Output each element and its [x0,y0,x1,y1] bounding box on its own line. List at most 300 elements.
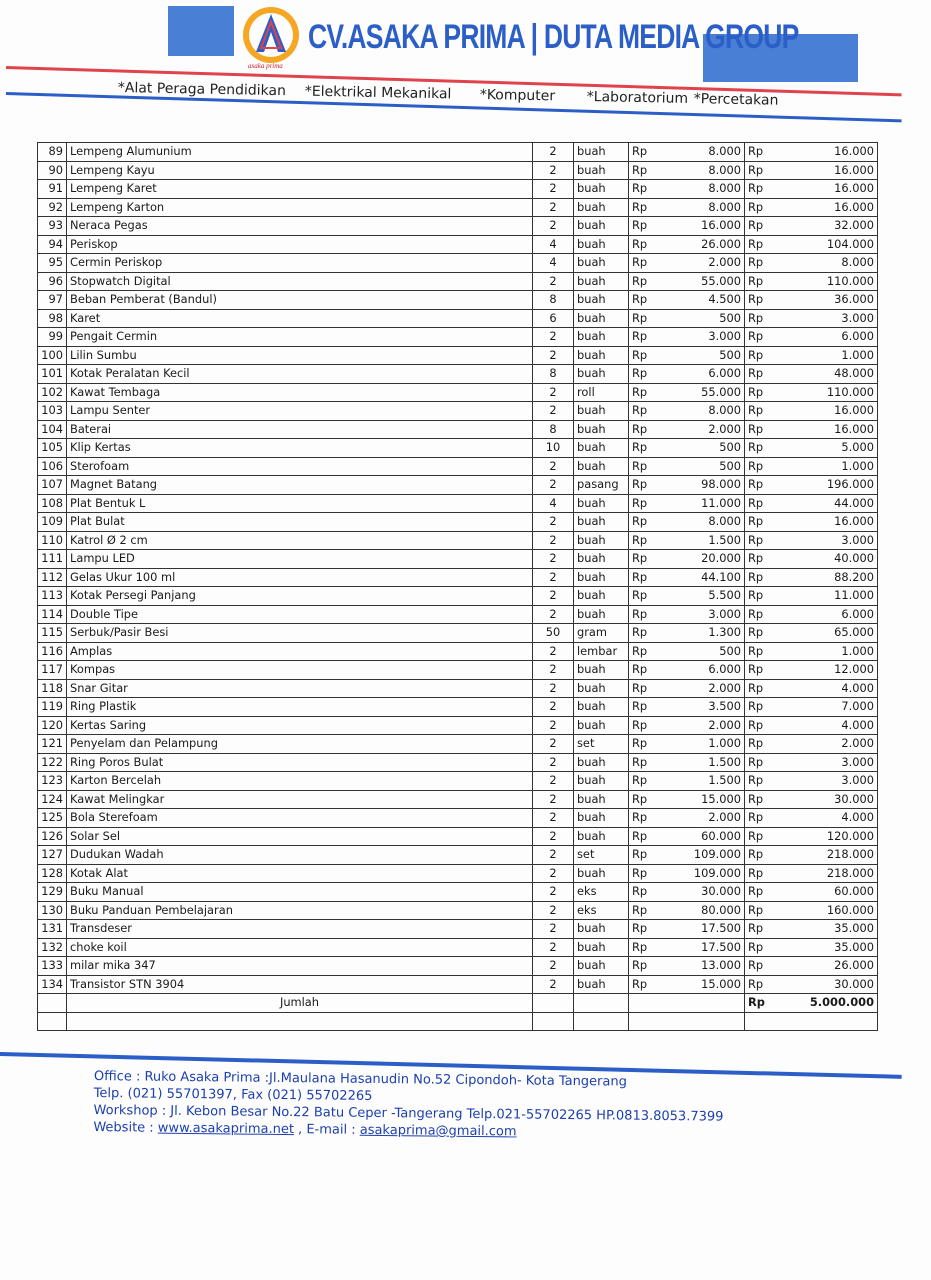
item-qty: 2 [533,661,574,680]
item-price: 2.000 [653,254,745,273]
item-name: Amplas [67,642,533,661]
price-currency: Rp [629,846,653,865]
row-number: 125 [38,809,67,828]
empty-cell [653,1012,745,1031]
price-currency: Rp [629,550,653,569]
item-name: milar mika 347 [67,957,533,976]
table-row [38,698,878,717]
row-number: 123 [38,772,67,791]
total-currency: Rp [745,494,771,513]
item-unit: buah [574,698,629,717]
row-number: 99 [38,328,67,347]
price-currency: Rp [629,161,653,180]
total-currency: Rp [745,309,771,328]
email-link[interactable]: asakaprima@gmail.com [359,1122,517,1140]
price-currency: Rp [629,661,653,680]
office-address: Office : Ruko Asaka Prima :Jl.Maulana Hasanudin No.52 Cipondoh- Kota Tangerang [93,1069,627,1090]
item-unit: buah [574,938,629,957]
row-number: 92 [38,198,67,217]
item-qty: 2 [533,513,574,532]
table-row [38,198,878,217]
item-name: Plat Bulat [67,513,533,532]
table-row [38,661,878,680]
item-qty: 2 [533,476,574,495]
company-name: CV.ASAKA PRIMA | DUTA MEDIA GROUP [308,18,799,56]
price-currency: Rp [629,587,653,606]
items-table [37,142,878,1031]
item-price: 44.100 [653,568,745,587]
item-unit: buah [574,198,629,217]
item-unit: buah [574,291,629,310]
table-row [38,735,878,754]
item-name: Beban Pemberat (Bandul) [67,291,533,310]
item-total: 48.000 [771,365,878,384]
item-name: Magnet Batang [67,476,533,495]
item-total: 16.000 [771,143,878,162]
item-unit: buah [574,217,629,236]
item-total: 2.000 [771,735,878,754]
item-name: Gelas Ukur 100 ml [67,568,533,587]
price-currency: Rp [629,402,653,421]
item-qty: 2 [533,383,574,402]
total-currency: Rp [745,772,771,791]
item-unit: buah [574,254,629,273]
item-total: 60.000 [771,883,878,902]
tagline-item: *Elektrikal Mekanikal [304,83,452,103]
row-number: 132 [38,938,67,957]
row-number: 117 [38,661,67,680]
empty-cell [533,1012,574,1031]
row-number: 116 [38,642,67,661]
item-total: 16.000 [771,420,878,439]
item-qty: 2 [533,698,574,717]
item-name: Buku Manual [67,883,533,902]
row-number: 115 [38,624,67,643]
price-currency: Rp [629,365,653,384]
item-qty: 8 [533,365,574,384]
item-unit: buah [574,531,629,550]
total-currency: Rp [745,587,771,606]
total-currency: Rp [745,957,771,976]
item-unit: buah [574,180,629,199]
total-currency: Rp [745,161,771,180]
item-unit: buah [574,661,629,680]
total-currency: Rp [745,698,771,717]
table-row [38,883,878,902]
table-row [38,624,878,643]
empty-cell [574,1012,629,1031]
total-currency: Rp [745,365,771,384]
item-qty: 2 [533,772,574,791]
item-total: 35.000 [771,920,878,939]
row-number: 114 [38,605,67,624]
item-name: Ring Plastik [67,698,533,717]
table-row [38,605,878,624]
row-number: 97 [38,291,67,310]
item-total: 30.000 [771,975,878,994]
total-currency: Rp [745,827,771,846]
item-qty: 2 [533,827,574,846]
table-row [38,291,878,310]
total-currency: Rp [745,679,771,698]
item-qty: 2 [533,328,574,347]
item-price: 6.000 [653,365,745,384]
item-total: 6.000 [771,605,878,624]
item-price: 2.000 [653,809,745,828]
telp-fax: Telp. (021) 55701397, Fax (021) 55702265 [93,1085,373,1104]
item-price: 55.000 [653,272,745,291]
table-row [38,346,878,365]
item-unit: buah [574,494,629,513]
total-currency: Rp [745,383,771,402]
item-name: Plat Bentuk L [67,494,533,513]
item-price: 15.000 [653,975,745,994]
item-qty: 2 [533,457,574,476]
item-qty: 4 [533,494,574,513]
item-price: 1.500 [653,531,745,550]
item-total: 4.000 [771,809,878,828]
price-currency: Rp [629,494,653,513]
grand-total-value: 5.000.000 [771,994,878,1013]
item-price: 6.000 [653,661,745,680]
item-price: 3.000 [653,328,745,347]
price-currency: Rp [629,143,653,162]
row-number: 118 [38,679,67,698]
row-number: 96 [38,272,67,291]
total-currency: Rp [745,920,771,939]
item-price: 8.000 [653,198,745,217]
table-row [38,180,878,199]
item-qty: 2 [533,790,574,809]
price-currency: Rp [629,790,653,809]
table-row [38,938,878,957]
row-number: 95 [38,254,67,273]
row-number: 128 [38,864,67,883]
item-unit: buah [574,568,629,587]
item-total: 30.000 [771,790,878,809]
item-name: Ring Poros Bulat [67,753,533,772]
item-price: 5.500 [653,587,745,606]
item-name: Double Tipe [67,605,533,624]
item-unit: buah [574,975,629,994]
table-row [38,328,878,347]
header-blue-block-left [168,6,234,56]
item-name: Karton Bercelah [67,772,533,791]
item-price: 500 [653,457,745,476]
item-total: 16.000 [771,180,878,199]
item-unit: buah [574,827,629,846]
item-total: 5.000 [771,439,878,458]
item-total: 12.000 [771,661,878,680]
item-name: Karet [67,309,533,328]
price-currency: Rp [629,180,653,199]
total-currency: Rp [745,753,771,772]
item-unit: buah [574,605,629,624]
total-currency: Rp [745,735,771,754]
price-currency: Rp [629,198,653,217]
item-name: Cermin Periskop [67,254,533,273]
total-currency: Rp [745,864,771,883]
item-price: 3.500 [653,698,745,717]
total-row-blank [533,994,574,1013]
item-name: Serbuk/Pasir Besi [67,624,533,643]
item-total: 16.000 [771,198,878,217]
total-currency: Rp [745,624,771,643]
price-currency: Rp [629,772,653,791]
total-row [38,994,878,1013]
item-price: 16.000 [653,217,745,236]
item-total: 16.000 [771,513,878,532]
row-number: 105 [38,439,67,458]
table-row [38,920,878,939]
item-total: 36.000 [771,291,878,310]
row-number: 126 [38,827,67,846]
item-total: 16.000 [771,161,878,180]
table-row [38,235,878,254]
table-row [38,550,878,569]
table-row [38,254,878,273]
item-unit: roll [574,383,629,402]
item-total: 1.000 [771,457,878,476]
row-number: 93 [38,217,67,236]
item-qty: 2 [533,679,574,698]
item-qty: 2 [533,198,574,217]
row-number: 106 [38,457,67,476]
price-currency: Rp [629,309,653,328]
footer-contact [93,1068,724,1143]
price-currency: Rp [629,827,653,846]
item-unit: buah [574,457,629,476]
total-currency: Rp [745,143,771,162]
table-row [38,809,878,828]
row-number: 112 [38,568,67,587]
price-currency: Rp [629,809,653,828]
item-price: 60.000 [653,827,745,846]
row-number: 130 [38,901,67,920]
item-price: 8.000 [653,161,745,180]
total-currency: Rp [745,975,771,994]
empty-row [38,1012,878,1031]
price-currency: Rp [629,513,653,532]
item-name: Lampu LED [67,550,533,569]
item-name: Lempeng Alumunium [67,143,533,162]
price-currency: Rp [629,346,653,365]
item-unit: buah [574,920,629,939]
item-price: 109.000 [653,864,745,883]
price-currency: Rp [629,735,653,754]
table-row [38,642,878,661]
price-currency: Rp [629,679,653,698]
item-name: Snar Gitar [67,679,533,698]
item-name: Periskop [67,235,533,254]
item-name: Lempeng Kayu [67,161,533,180]
grand-total-currency: Rp [745,994,771,1013]
item-price: 500 [653,439,745,458]
item-total: 35.000 [771,938,878,957]
table-row [38,975,878,994]
item-qty: 2 [533,975,574,994]
total-currency: Rp [745,642,771,661]
total-currency: Rp [745,198,771,217]
item-total: 3.000 [771,753,878,772]
item-unit: lembar [574,642,629,661]
item-qty: 2 [533,753,574,772]
item-price: 1.500 [653,753,745,772]
tagline-item: *Percetakan [693,91,779,109]
item-name: Katrol Ø 2 cm [67,531,533,550]
item-total: 26.000 [771,957,878,976]
total-currency: Rp [745,531,771,550]
tagline-item: *Alat Peraga Pendidikan [117,80,287,100]
table-row [38,513,878,532]
total-currency: Rp [745,605,771,624]
table-row [38,753,878,772]
empty-cell [67,1012,533,1031]
item-price: 2.000 [653,420,745,439]
total-currency: Rp [745,328,771,347]
price-currency: Rp [629,476,653,495]
item-total: 65.000 [771,624,878,643]
item-qty: 2 [533,531,574,550]
item-price: 2.000 [653,716,745,735]
row-number: 90 [38,161,67,180]
tagline-item: *Laboratorium [586,89,689,107]
item-price: 4.500 [653,291,745,310]
table-row [38,161,878,180]
item-qty: 2 [533,901,574,920]
item-total: 110.000 [771,272,878,291]
table-row [38,383,878,402]
item-qty: 2 [533,587,574,606]
item-price: 17.500 [653,938,745,957]
item-unit: buah [574,753,629,772]
empty-cell [745,1012,771,1031]
row-number: 111 [38,550,67,569]
item-name: Kawat Tembaga [67,383,533,402]
total-currency: Rp [745,346,771,365]
row-number: 107 [38,476,67,495]
items-table-body [38,143,878,1031]
item-total: 218.000 [771,846,878,865]
item-price: 17.500 [653,920,745,939]
item-total: 1.000 [771,346,878,365]
total-currency: Rp [745,254,771,273]
row-number: 113 [38,587,67,606]
item-unit: buah [574,346,629,365]
total-row-blank [38,994,67,1013]
row-number: 101 [38,365,67,384]
item-name: Bola Sterefoam [67,809,533,828]
item-qty: 2 [533,346,574,365]
item-price: 80.000 [653,901,745,920]
item-price: 13.000 [653,957,745,976]
tagline-item: *Komputer [479,86,556,105]
item-name: Transdeser [67,920,533,939]
price-currency: Rp [629,624,653,643]
item-total: 4.000 [771,679,878,698]
item-qty: 2 [533,161,574,180]
item-price: 3.000 [653,605,745,624]
item-unit: buah [574,143,629,162]
price-currency: Rp [629,642,653,661]
total-currency: Rp [745,291,771,310]
total-currency: Rp [745,661,771,680]
total-currency: Rp [745,790,771,809]
item-name: Pengait Cermin [67,328,533,347]
price-currency: Rp [629,920,653,939]
table-row [38,143,878,162]
table-row [38,457,878,476]
item-price: 26.000 [653,235,745,254]
table-row [38,494,878,513]
item-name: Kompas [67,661,533,680]
total-currency: Rp [745,439,771,458]
item-qty: 8 [533,291,574,310]
item-qty: 4 [533,235,574,254]
price-currency: Rp [629,235,653,254]
row-number: 94 [38,235,67,254]
total-currency: Rp [745,420,771,439]
item-unit: buah [574,587,629,606]
item-unit: gram [574,624,629,643]
price-currency: Rp [629,272,653,291]
row-number: 103 [38,402,67,421]
item-price: 1.000 [653,735,745,754]
total-currency: Rp [745,457,771,476]
item-qty: 2 [533,605,574,624]
item-total: 160.000 [771,901,878,920]
item-price: 500 [653,346,745,365]
item-price: 8.000 [653,180,745,199]
price-currency: Rp [629,420,653,439]
item-unit: buah [574,790,629,809]
item-total: 11.000 [771,587,878,606]
item-name: Klip Kertas [67,439,533,458]
item-unit: eks [574,883,629,902]
item-total: 16.000 [771,402,878,421]
item-total: 120.000 [771,827,878,846]
website-link[interactable]: www.asakaprima.net [157,1120,295,1138]
workshop-address: Workshop : Jl. Kebon Besar No.22 Batu Ceper -Tangerang Telp.021-55702265 HP.0813.8053.7399 [93,1102,724,1125]
table-row [38,476,878,495]
item-price: 1.500 [653,772,745,791]
row-number: 131 [38,920,67,939]
item-price: 109.000 [653,846,745,865]
item-name: Lempeng Karet [67,180,533,199]
row-number: 108 [38,494,67,513]
item-qty: 2 [533,642,574,661]
item-unit: buah [574,550,629,569]
item-unit: buah [574,161,629,180]
row-number: 98 [38,309,67,328]
item-price: 500 [653,642,745,661]
item-price: 11.000 [653,494,745,513]
item-qty: 2 [533,716,574,735]
item-name: Transistor STN 3904 [67,975,533,994]
item-name: Sterofoam [67,457,533,476]
price-currency: Rp [629,254,653,273]
item-total: 196.000 [771,476,878,495]
price-currency: Rp [629,605,653,624]
total-row-blank [653,994,745,1013]
price-currency: Rp [629,568,653,587]
item-price: 8.000 [653,143,745,162]
row-number: 122 [38,753,67,772]
total-currency: Rp [745,235,771,254]
table-row [38,420,878,439]
item-qty: 8 [533,420,574,439]
price-currency: Rp [629,439,653,458]
